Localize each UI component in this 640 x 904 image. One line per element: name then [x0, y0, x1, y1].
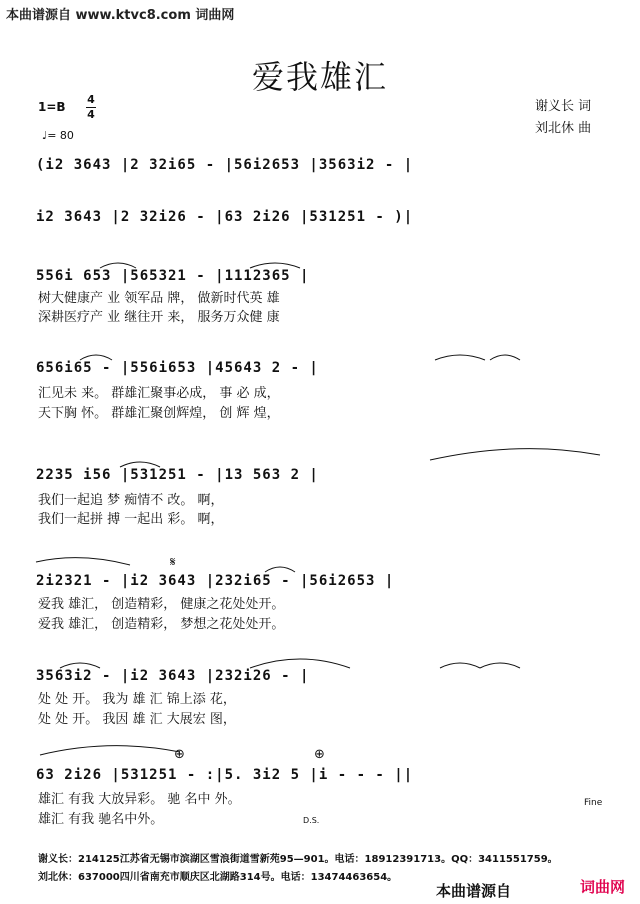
- score-system-8-notes: 63 2i26 |531251 - :|5. 3i2 5 |i - - - ||: [36, 767, 414, 783]
- ds-mark: D.S.: [303, 816, 320, 825]
- slur-arc: [36, 558, 130, 565]
- time-top: 4: [87, 93, 95, 106]
- coda-sign: ⊕: [174, 747, 185, 762]
- song-title: 爱我雄汇: [251, 58, 388, 96]
- slur-arc: [490, 355, 520, 360]
- score-system-7-lyrics-1: 处 处 开。 我为 雄 汇 锦上添 花，: [38, 692, 236, 707]
- slur-arc: [80, 355, 112, 360]
- slur-arc: [40, 746, 180, 755]
- slur-arc: [265, 567, 295, 572]
- lyricist-credit: 谢义长 词: [535, 99, 592, 114]
- time-bottom: 4: [87, 108, 95, 121]
- score-system-4-lyrics-2: 天下胸 怀。 群雄汇聚创辉煌， 创 辉 煌，: [38, 406, 280, 421]
- key-signature: 1=B: [38, 100, 66, 114]
- segno-sign: 𝄋: [170, 555, 176, 570]
- slur-arc: [480, 663, 520, 668]
- score-system-7-lyrics-2: 处 处 开。 我因 雄 汇 大展宏 图，: [38, 712, 236, 727]
- score-system-3-lyrics-1: 树大健康产 业 领军品 牌， 做新时代英 雄: [38, 291, 280, 306]
- footer-logo: 本曲谱源自: [436, 882, 512, 900]
- score-system-1-notes: (i2 3643 |2 32i65 - |56i2653 |3563i2 - |: [36, 157, 414, 173]
- contact-lyricist: 谢义长：214125江苏省无锡市滨湖区雪浪街道雪新苑95—901。电话：18912391713。QQ：3411551759。: [38, 854, 558, 865]
- score-system-3-lyrics-2: 深耕医疗产 业 继往开 来， 服务万众健 康: [38, 310, 280, 325]
- slur-arc: [430, 449, 600, 460]
- contact-composer: 刘北休：637000四川省南充市顺庆区北湖路314号。电话：13474463654。: [38, 872, 398, 883]
- score-system-3-notes: 556i 653 |565321 - |1112365 |: [36, 268, 310, 284]
- slur-arc: [100, 263, 136, 268]
- slur-arc: [440, 663, 480, 668]
- site-watermark: 本曲谱源自 www.ktvc8.com 词曲网: [6, 8, 235, 23]
- tempo-mark: ♩= 80: [42, 129, 74, 142]
- score-system-5-lyrics-1: 我们一起追 梦 痴情不 改。 啊，: [38, 493, 224, 508]
- score-system-4-lyrics-1: 汇见未 来。 群雄汇聚事必成， 事 必 成，: [38, 386, 280, 401]
- score-system-2-notes: i2 3643 |2 32i26 - |63 2i26 |531251 - )|: [36, 209, 414, 225]
- score-system-7-notes: 3563i2 - |i2 3643 |232i26 - |: [36, 668, 310, 684]
- slur-arc: [120, 462, 160, 467]
- slur-arc: [250, 263, 300, 268]
- score-system-4-notes: 656i65 - |556i653 |45643 2 - |: [36, 360, 319, 376]
- footer-logo-brand: 词曲网: [580, 878, 626, 896]
- score-system-6-notes: 2i2321 - |i2 3643 |232i65 - |56i2653 |: [36, 573, 395, 589]
- coda-sign: ⊕: [314, 747, 325, 762]
- score-system-8-lyrics-1: 雄汇 有我 大放异彩。 驰 名中 外。: [38, 792, 241, 807]
- slur-arc: [250, 659, 350, 668]
- score-system-5-notes: 2235 i56 |531251 - |13 563 2 |: [36, 467, 319, 483]
- score-system-6-lyrics-2: 爱我 雄汇， 创造精彩， 梦想之花处处开。: [38, 617, 285, 632]
- score-system-5-lyrics-2: 我们一起拼 搏 一起出 彩。 啊，: [38, 512, 224, 527]
- composer-credit: 刘北休 曲: [535, 121, 592, 136]
- score-system-8-lyrics-2: 雄汇 有我 驰名中外。: [38, 812, 164, 827]
- score-system-6-lyrics-1: 爱我 雄汇， 创造精彩， 健康之花处处开。: [38, 597, 285, 612]
- slur-arc: [435, 355, 485, 360]
- fine-mark: Fine: [584, 798, 603, 808]
- slur-arc: [60, 663, 100, 668]
